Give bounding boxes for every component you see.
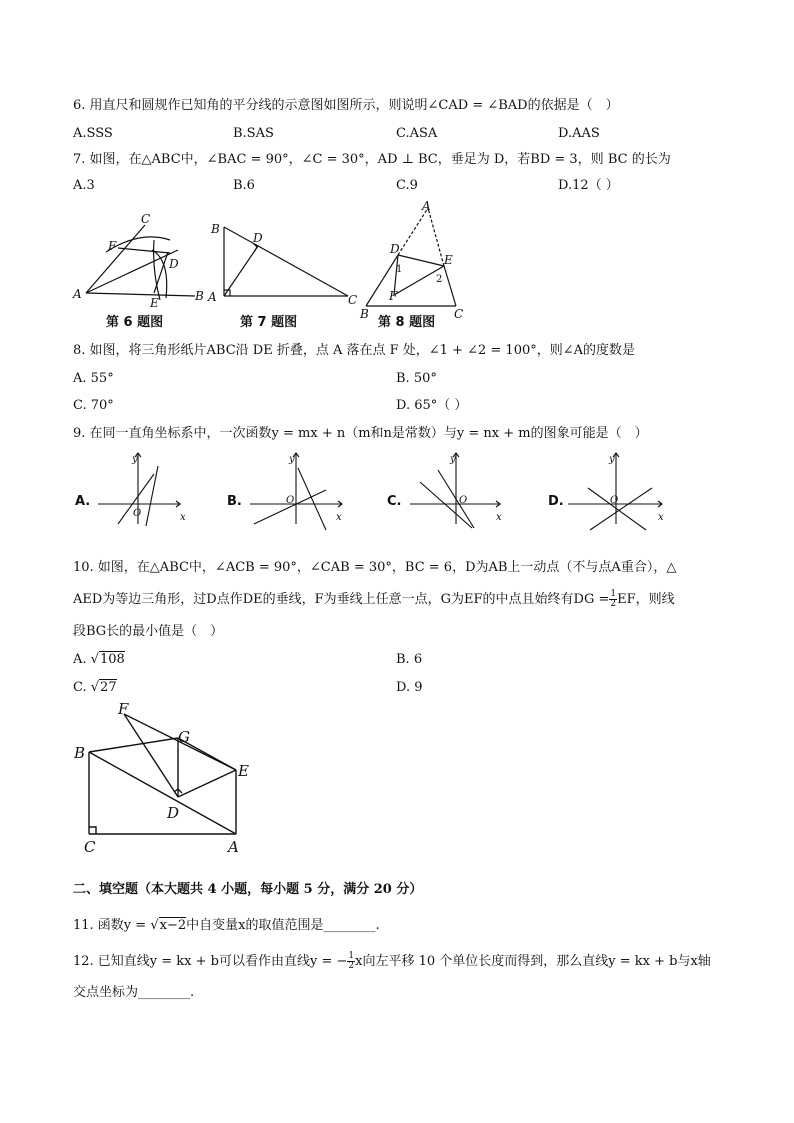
q11-radicand: x−2 [159,918,187,933]
q9-option-a: A. [75,494,91,509]
q9-option-b: B. [227,494,242,509]
q9-a-x-label: x [180,512,186,523]
q10-option-c: C. √27 [73,680,117,695]
q12-frac-den: 2 [348,961,355,971]
q9-d-y-label: y [609,454,615,465]
fig8-angle-1: 1 [396,264,403,275]
q11-suffix: 中自变量x的取值范围是________. [186,918,380,933]
fig8-label-e: E [444,253,453,267]
q9-option-c: C. [387,494,402,509]
q10-fig-label-g: G [178,728,190,746]
fig8-label-a: A [422,199,431,213]
fig6-label-f: F [108,239,117,253]
q10-stem-line3: 段BG长的最小值是（ ） [73,624,224,639]
q10-option-a-prefix: A. [73,652,91,667]
q10-fig-label-e: E [238,762,249,780]
q9-b-origin-label: O [286,495,295,506]
q10-frac-den: 2 [610,599,617,609]
q8-option-b: B. 50° [396,371,437,386]
q7-option-c: C.9 [396,178,418,193]
q10-option-b: B. 6 [396,652,423,667]
q10-fig-label-c: C [84,838,96,856]
q10-option-c-prefix: C. [73,680,91,695]
q10-option-c-radicand: 27 [100,680,117,695]
q9-a-y-label: y [132,454,138,465]
q10-fig-label-b: B [74,744,86,762]
q12-line2: 交点坐标为________. [73,985,195,1000]
fig8-label-f: F [389,289,398,303]
q8-option-a: A. 55° [73,371,114,386]
fig8-label-b: B [360,307,369,321]
q6-stem: 6. 用直尺和圆规作已知角的平分线的示意图如图所示，则说明∠CAD = ∠BAD的依据是（ ） [73,98,619,113]
q12-fraction [347,952,355,971]
fig8-angle-2: 2 [436,274,443,285]
fig8-label-c: C [454,307,464,321]
q9-d-x-label: x [658,512,664,523]
fig7-label-d: D [253,231,263,245]
figure-8-caption: 第 8 题图 [378,315,436,330]
fig6-label-d: D [169,257,179,271]
fig8-label-d: D [390,242,400,256]
q9-option-d: D. [548,494,564,509]
q6-option-d: D.AAS [558,126,600,141]
q10-fig-label-d: D [167,804,180,822]
q9-b-x-label: x [336,512,342,523]
q10-fig-label-f: F [118,700,129,718]
q8-stem: 8. 如图，将三角形纸片ABC沿 DE 折叠，点 A 落在点 F 处，∠1 + ∠2 = 100°，则∠A的度数是 [73,343,636,358]
q10-stem-line2-a: AED为等边三角形，过D点作DE的垂线，F为垂线上任意一点，G为EF的中点且始终有DG = [73,592,610,607]
q10-stem-line1: 10. 如图，在△ABC中，∠ACB = 90°，∠CAB = 30°，BC = 6，D为AB上一动点（不与点A重合），△ [73,560,677,575]
q6-option-a: A.SSS [73,126,113,141]
q11-prefix: 11. 函数y = [73,918,147,933]
q11: 11. 函数y = √x−2中自变量x的取值范围是________. [73,918,380,933]
q10-option-a: A. √108 [73,652,125,667]
fig7-label-b: B [211,222,220,236]
q7-option-b: B.6 [233,178,255,193]
q12-frac-num: 1 [348,951,355,961]
q9-stem: 9. 在同一直角坐标系中，一次函数y = mx + n（m和n是常数）与y = nx + m的图象可能是（ ） [73,426,648,441]
q9-c-x-label: x [496,512,502,523]
q7-option-d: D.12（ ） [558,178,619,193]
q10-frac-num: 1 [610,589,617,599]
fig6-label-e: E [150,296,159,310]
q10-fraction [609,590,617,609]
q9-d-origin-label: O [610,495,619,506]
q6-option-c: C.ASA [396,126,438,141]
q8-option-c: C. 70° [73,398,114,413]
q10-stem-line2 [73,590,675,609]
q9-a-origin-label: O [133,508,142,519]
section-2-title: 二、填空题（本大题共 4 小题，每小题 5 分，满分 20 分） [73,882,423,897]
figure-7-caption: 第 7 题图 [240,315,298,330]
q9-c-y-label: y [450,454,456,465]
q12-line1-a: 12. 已知直线y = kx + b可以看作由直线y = − [73,954,348,969]
q8-option-d: D. 65°（ ） [396,398,468,413]
q12-line1 [73,952,711,971]
q9-b-y-label: y [289,454,295,465]
fig7-label-c: C [348,293,358,307]
q12-line1-b: x向左平移 10 个单位长度而得到，那么直线y = kx + b与x轴 [355,954,711,969]
figure-6 [70,210,210,310]
q10-fig-label-a: A [228,838,239,856]
q7-option-a: A.3 [73,178,95,193]
q10-figure [70,700,270,860]
q9-c-origin-label: O [459,495,468,506]
figure-8 [358,199,468,321]
q9-graphs [70,448,690,528]
figure-7 [205,222,365,307]
fig7-label-a: A [208,290,217,304]
fig6-label-b: B [195,289,204,303]
q10-stem-line2-b: EF，则线 [617,592,675,607]
q10-option-a-radicand: 108 [99,652,125,667]
q7-stem: 7. 如图，在△ABC中，∠BAC = 90°，∠C = 30°，AD ⊥ BC，垂足为 D，若BD = 3，则 BC 的长为 [73,152,671,167]
fig6-label-c: C [141,212,151,226]
fig6-label-a: A [73,287,82,301]
q6-option-b: B.SAS [233,126,274,141]
q10-option-d: D. 9 [396,680,423,695]
figure-6-caption: 第 6 题图 [106,315,164,330]
